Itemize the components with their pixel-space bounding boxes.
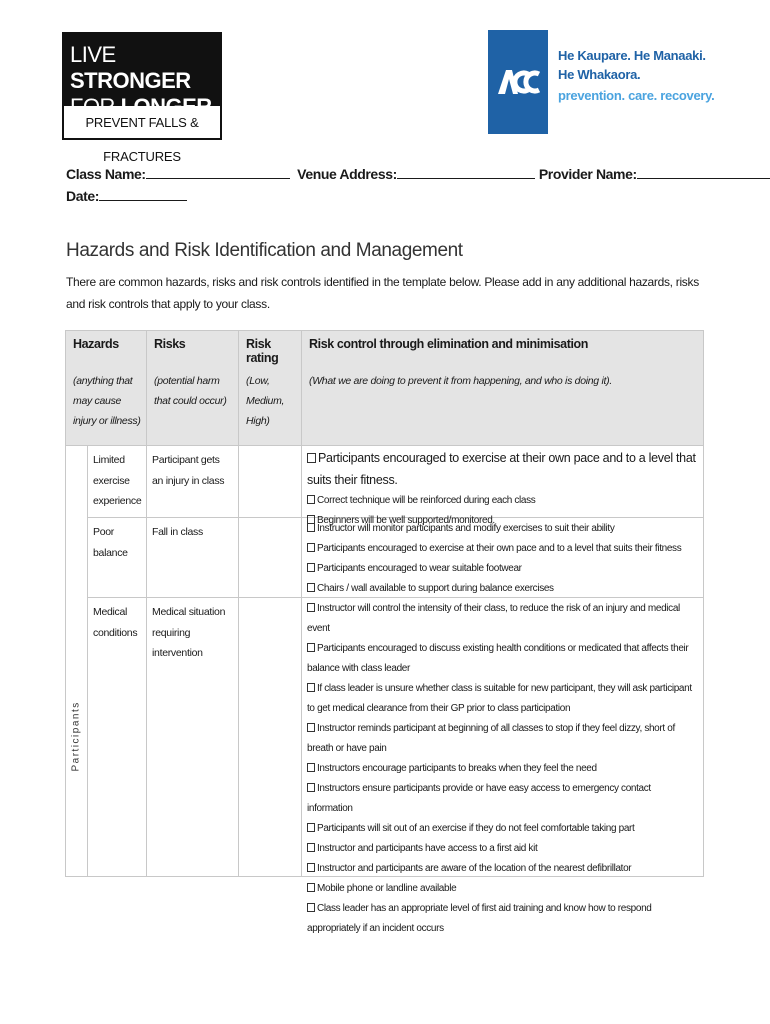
control-item <box>307 759 698 779</box>
control-text: Instructor will control the intensity of their class, to reduce the risk of an injury and medical event <box>307 603 680 634</box>
header-risk-rating <box>239 331 302 446</box>
logo-word-live: LIVE <box>70 42 116 67</box>
checkbox[interactable] <box>307 453 316 463</box>
header-hazards-desc: (anything that may cause injury or illness) <box>73 375 141 427</box>
control-cell <box>302 598 703 934</box>
control-item <box>307 559 698 579</box>
risk-text: Participant gets an injury in class <box>152 454 225 487</box>
checkbox[interactable] <box>307 903 315 912</box>
checkbox[interactable] <box>307 863 315 872</box>
class-info-fields <box>66 163 770 207</box>
header-risk-control <box>302 331 703 446</box>
risk-rating-cell[interactable] <box>239 446 302 517</box>
group-label-cell <box>66 446 88 876</box>
risk-text: Fall in class <box>152 526 203 538</box>
hazard-text: Poor balance <box>93 526 128 559</box>
hazards-table <box>65 330 704 934</box>
header-hazards <box>66 331 147 446</box>
risk-rating-text <box>239 518 301 522</box>
class-name-field[interactable] <box>146 165 290 179</box>
logo-word-for: FOR <box>70 94 121 119</box>
logo-word-stronger: STRONGER <box>70 68 191 93</box>
control-item <box>307 539 698 559</box>
logo-subtitle: PREVENT FALLS & FRACTURES <box>85 115 199 164</box>
risk-rating-text <box>239 446 301 450</box>
hazard-cell <box>88 518 147 597</box>
venue-address-label: Venue Address: <box>297 166 397 182</box>
header-control-title: Risk control through elimination and minimisation <box>309 337 589 351</box>
logo-word-longer: LONGER <box>120 94 212 119</box>
checkbox[interactable] <box>307 683 315 692</box>
control-item <box>307 599 698 639</box>
control-item <box>307 899 698 939</box>
control-item <box>307 579 698 599</box>
checkbox[interactable] <box>307 823 315 832</box>
date-label: Date: <box>66 188 100 204</box>
risk-rating-text <box>239 598 301 602</box>
control-text: If class leader is unsure whether class is suitable for new participant, they will ask participant to get medical clearance from their GP prior to class participation <box>307 683 692 714</box>
venue-address-field[interactable] <box>397 165 535 179</box>
control-text: Instructor and participants are aware of the location of the nearest defibrillator <box>317 863 632 874</box>
control-item <box>307 779 698 819</box>
checkbox[interactable] <box>307 883 315 892</box>
control-text: Participants encouraged to exercise at their own pace and to a level that suits their fitness <box>317 543 682 554</box>
control-text: Mobile phone or landline available <box>317 883 457 894</box>
page-title: Hazards and Risk Identification and Management <box>66 240 463 261</box>
intro-text: There are common hazards, risks and risk controls identified in the template below. Please add in any additional hazards, risks and risk controls that apply to your class. <box>66 275 699 311</box>
control-item <box>307 859 698 879</box>
control-item <box>307 447 698 491</box>
control-item <box>307 839 698 859</box>
control-text: Participants encouraged to exercise at their own pace and to a level that suits their fitness. <box>307 451 696 487</box>
table-header <box>66 331 703 446</box>
table-row <box>88 446 703 526</box>
checkbox[interactable] <box>307 523 315 532</box>
header-rating-title: Risk rating <box>246 337 279 365</box>
control-item <box>307 879 698 899</box>
checkbox[interactable] <box>307 783 315 792</box>
header-risks-desc: (potential harm that could occur) <box>154 375 227 407</box>
control-item <box>307 519 698 539</box>
control-text: Instructors encourage participants to breaks when they feel the need <box>317 763 597 774</box>
checkbox[interactable] <box>307 603 315 612</box>
logo-dark-panel <box>64 34 220 119</box>
control-text: Chairs / wall available to support during balance exercises <box>317 583 554 594</box>
checkbox[interactable] <box>307 763 315 772</box>
hazard-cell <box>88 598 147 876</box>
acc-logo-mark-icon <box>496 68 540 96</box>
checkbox[interactable] <box>307 563 315 572</box>
checkbox[interactable] <box>307 723 315 732</box>
control-text: Beginners will be well supported/monitored. <box>317 515 495 526</box>
control-cell <box>302 446 703 526</box>
hazard-text: Limited exercise experience <box>93 454 142 507</box>
header-control-desc: (What we are doing to prevent it from happening, and who is doing it). <box>309 375 612 387</box>
checkbox[interactable] <box>307 583 315 592</box>
control-item <box>307 679 698 719</box>
acc-tagline-1: He Kaupare. He Manaaki. <box>558 48 706 63</box>
risk-text: Medical situation requiring intervention <box>152 606 226 659</box>
class-name-label: Class Name: <box>66 166 146 182</box>
acc-logo <box>488 30 548 134</box>
control-item <box>307 639 698 679</box>
risk-cell <box>147 446 239 517</box>
risk-rating-cell[interactable] <box>239 518 302 597</box>
date-field[interactable] <box>99 187 187 201</box>
control-text: Class leader has an appropriate level of first aid training and know how to respond appropriately if an incident occurs <box>307 903 652 934</box>
checkbox[interactable] <box>307 643 315 652</box>
control-text: Participants encouraged to wear suitable footwear <box>317 563 522 574</box>
control-text: Instructors ensure participants provide or have easy access to emergency contact information <box>307 783 651 814</box>
hazard-cell <box>88 446 147 517</box>
control-text: Instructor will monitor participants and modify exercises to suit their ability <box>317 523 615 534</box>
acc-tagline <box>558 46 758 105</box>
acc-tagline-3: prevention. care. recovery. <box>558 88 715 103</box>
header-risks-title: Risks <box>154 337 186 351</box>
risk-rating-cell[interactable] <box>239 598 302 876</box>
hazard-text: Medical conditions <box>93 606 138 639</box>
table-row <box>88 518 703 598</box>
control-item <box>307 819 698 839</box>
table-row <box>88 598 703 934</box>
control-item <box>307 719 698 759</box>
group-label-participants: Participants <box>70 701 82 772</box>
control-cell <box>302 518 703 597</box>
header-rating-desc: (Low, Medium, High) <box>246 375 285 427</box>
live-stronger-logo <box>62 32 222 164</box>
control-text: Participants encouraged to discuss existing health conditions or medicated that affects their balance with class leader <box>307 643 689 674</box>
control-text: Instructor and participants have access to a first aid kit <box>317 843 538 854</box>
header-hazards-title: Hazards <box>73 337 119 351</box>
header-risks <box>147 331 239 446</box>
acc-tagline-2: He Whakaora. <box>558 67 641 82</box>
control-text: Correct technique will be reinforced during each class <box>317 495 536 506</box>
control-text: Instructor reminds participant at beginning of all classes to stop if they feel dizzy, short of breath or have pain <box>307 723 675 754</box>
checkbox[interactable] <box>307 543 315 552</box>
provider-name-label: Provider Name: <box>538 166 637 182</box>
control-text: Participants will sit out of an exercise if they do not feel comfortable taking part <box>317 823 635 834</box>
checkbox[interactable] <box>307 843 315 852</box>
risk-cell <box>147 598 239 876</box>
provider-name-field[interactable] <box>637 165 770 179</box>
risk-cell <box>147 518 239 597</box>
control-item <box>307 491 698 511</box>
checkbox[interactable] <box>307 495 315 504</box>
